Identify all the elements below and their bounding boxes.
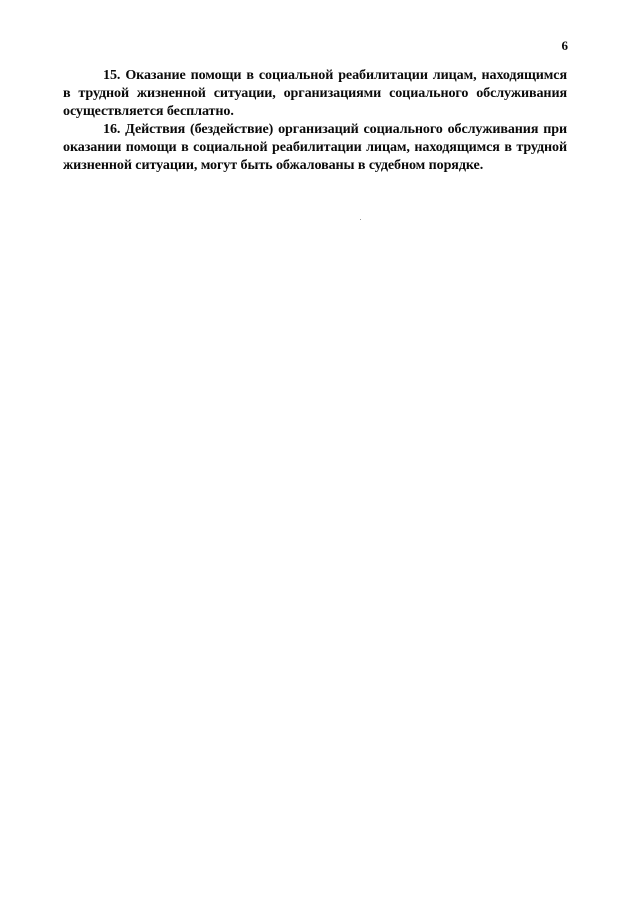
clause-text: Оказание помощи в социальной реабилитации лицам, находящимся в трудной жизненной ситуации, организациями социального обслуживания осуществляется бесплатно.: [63, 67, 567, 119]
clause-number: 16.: [103, 121, 121, 137]
clause-16: [63, 120, 567, 174]
clause-number: 15.: [103, 67, 121, 83]
page-number: 6: [561, 38, 568, 53]
clause-15: [63, 66, 567, 120]
clause-text: Действия (бездействие) организаций социального обслуживания при оказании помощи в социальной реабилитации лицам, находящимся в трудной жизненной ситуации, могут быть обжалованы в судебном порядке.: [63, 121, 567, 173]
document-body: [63, 66, 567, 174]
scan-speck: [360, 219, 361, 220]
